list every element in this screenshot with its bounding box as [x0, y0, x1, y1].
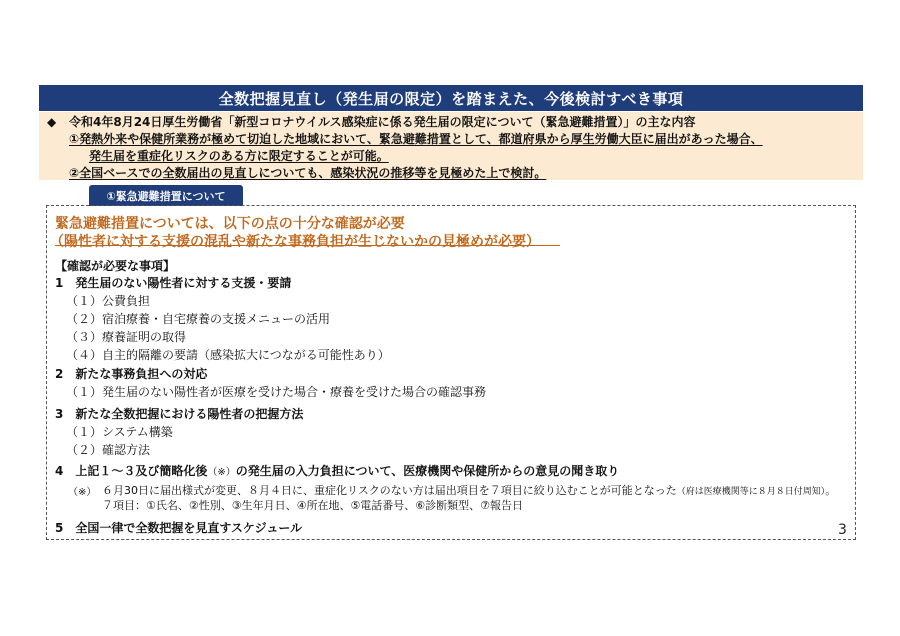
diamond-bullet-icon: ◆: [47, 115, 57, 129]
page-title: 全数把握見直し（発生届の限定）を踏まえた、今後検討すべき事項: [39, 85, 863, 111]
item-4-text-b: の発生届の入力負担について、医療機関や保健所からの意見の聞き取り: [235, 464, 620, 478]
note-line-1-end: 。: [825, 484, 837, 497]
note-line-1: [102, 482, 836, 498]
item-3: 3 新たな全数把握における陽性者の把握方法: [55, 407, 304, 421]
notice-line-2: [47, 131, 863, 148]
confirm-header: 【確認が必要な事項】: [55, 259, 176, 273]
notice-line-3: [47, 148, 863, 165]
notice-line-4: [47, 165, 863, 182]
item-2: 2 新たな事務負担への対応: [55, 367, 208, 381]
notice-line-2-text: ①発熱外来や保健所業務が極めて切迫した地域において、緊急避難措置として、都道府県から厚生労働大臣に届出があった場合、: [69, 132, 763, 146]
note-mark: （※）: [68, 487, 97, 498]
notice-box: [39, 112, 863, 180]
note-line-1-small: （府は医療機関等に８月８日付周知）: [676, 487, 826, 497]
item-3-sub-1: （１）システム構築: [66, 425, 173, 439]
page-number: 3: [838, 522, 847, 538]
item-4-note-mark: （※）: [207, 467, 236, 478]
item-5: 5 全国一律で全数把握を見直すスケジュール: [55, 521, 303, 535]
item-4: [55, 462, 619, 479]
item-3-sub-2: （２）確認方法: [66, 443, 151, 457]
headline-2: （陽性者に対する支援の混乱や新たな事務負担が生じないかの見極めが必要）: [50, 234, 540, 250]
headline-1: 緊急避難措置については、以下の点の十分な確認が必要: [55, 216, 405, 232]
notice-line-1-text: 令和4年8月24日厚生労働省「新型コロナウイルス感染症に係る発生届の限定について（緊急避難措置）」の主な内容: [69, 115, 696, 129]
item-2-sub-1: （１）発生届のない陽性者が医療を受けた場合・療養を受けた場合の確認事務: [66, 385, 487, 399]
item-1-sub-4: （４）自主的隔離の要請（感染拡大につながる可能性あり）: [66, 348, 390, 362]
notice-line-3-text: 発生届を重症化リスクのある方に限定することが可能。: [89, 149, 389, 163]
item-1-sub-1: （１）公費負担: [66, 294, 151, 308]
section-tab: ①緊急避難措置について: [89, 185, 243, 206]
notice-line-1: [47, 114, 863, 131]
item-1: 1 発生届のない陽性者に対する支援・要請: [55, 276, 292, 290]
note-line-2: ７項目：①氏名、②性別、③生年月日、④所在地、⑤電話番号、⑥診断類型、⑦報告日: [102, 499, 524, 512]
item-1-sub-3: （３）療養証明の取得: [66, 330, 187, 344]
notice-line-4-text: ②全国ベースでの全数届出の見直しについても、感染状況の推移等を見極めた上で検討。: [69, 166, 547, 180]
item-1-sub-2: （２）宿泊療養・自宅療養の支援メニューの活用: [66, 312, 331, 326]
item-4-text-a: 4 上記１～３及び簡略化後: [55, 464, 208, 478]
note-line-1-text: ６月30日に届出様式が変更、８月４日に、重症化リスクのない方は届出項目を７項目に絞り込むことが可能となった: [102, 484, 677, 497]
